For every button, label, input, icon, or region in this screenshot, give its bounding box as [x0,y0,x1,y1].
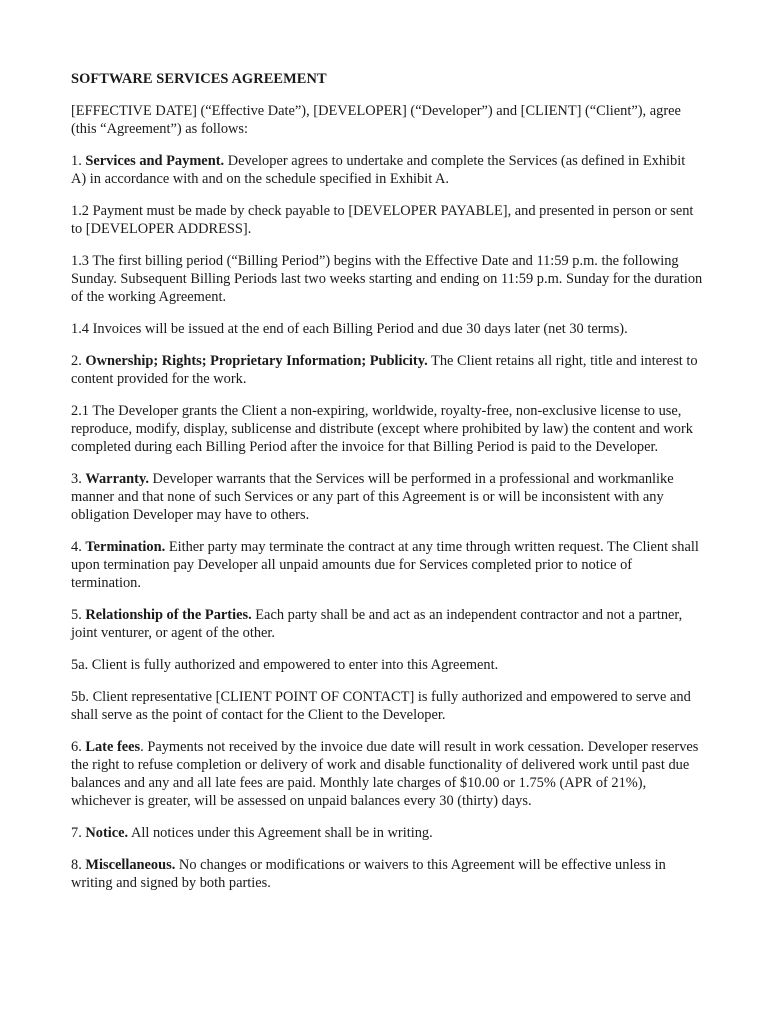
document-page [71,70,703,906]
section-number: 4. [71,539,86,555]
section-number: 7. [71,825,86,841]
section-1-4 [71,320,703,338]
intro-paragraph: [EFFECTIVE DATE] (“Effective Date”), [DEVELOPER] (“Developer”) and [CLIENT] (“Client”), agree (this “Agreement”) as follows: [71,103,681,137]
section-2 [71,352,703,388]
section-number: 3. [71,471,86,487]
section-text: 5b. Client representative [CLIENT POINT OF CONTACT] is fully authorized and empowered to serve and shall serve as the point of contact for the Client to the Developer. [71,689,691,723]
document-title: SOFTWARE SERVICES AGREEMENT [71,71,327,87]
section-6 [71,738,703,810]
section-1-2 [71,202,703,238]
section-heading: Services and Payment. [85,153,225,169]
section-text: The Client retains all right, title and interest to content provided for the work. [71,353,698,387]
section-heading: Ownership; Rights; Proprietary Information; Publicity. [85,353,428,369]
section-number: 1. [71,153,86,169]
section-text: Each party shall be and act as an independent contractor and not a partner, joint venturer, or agent of the other. [71,607,683,641]
section-5a [71,656,703,674]
section-1-3 [71,252,703,306]
section-heading: Relationship of the Parties. [85,607,252,623]
section-number: 2. [71,353,86,369]
section-7 [71,824,703,842]
section-text: 2.1 The Developer grants the Client a non-expiring, worldwide, royalty-free, non-exclusive license to use, reproduce, modify, display, sublicense and distribute (except where prohibited by law) the content and work completed during each Billing Period after the invoice for that Billing Period is paid to the Developer. [71,403,693,455]
section-heading: Late fees [85,739,141,755]
section-2-1 [71,402,703,456]
section-text: 1.4 Invoices will be issued at the end of each Billing Period and due 30 days later (net 30 terms). [71,321,628,337]
section-text: Developer agrees to undertake and complete the Services (as defined in Exhibit A) in accordance with and on the schedule specified in Exhibit A. [71,153,686,187]
section-heading: Warranty. [85,471,149,487]
section-text: All notices under this Agreement shall be in writing. [128,825,433,841]
section-5 [71,606,703,642]
section-text: Either party may terminate the contract at any time through written request. The Client shall upon termination pay Developer all unpaid amounts due for Services completed prior to notice of termination. [71,539,699,591]
section-heading: Miscellaneous. [85,857,176,873]
section-text: 5a. Client is fully authorized and empowered to enter into this Agreement. [71,657,499,673]
section-3 [71,470,703,524]
section-8 [71,856,703,892]
section-number: 8. [71,857,86,873]
section-heading: Termination. [85,539,166,555]
section-text: 1.3 The first billing period (“Billing Period”) begins with the Effective Date and 11:59 p.m. the following Sunday. Subsequent Billing Periods last two weeks starting and ending on 11:59 p.m. Sunday for the duration of the working Agreement. [71,253,703,305]
section-1 [71,152,703,188]
section-5b [71,688,703,724]
section-text: Developer warrants that the Services will be performed in a professional and workmanlike manner and that none of such Services or any part of this Agreement is or will be inconsistent with any obligation Developer may have to others. [71,471,674,523]
section-text: 1.2 Payment must be made by check payable to [DEVELOPER PAYABLE], and presented in person or sent to [DEVELOPER ADDRESS]. [71,203,694,237]
section-number: 6. [71,739,86,755]
section-text: . Payments not received by the invoice due date will result in work cessation. Developer reserves the right to refuse completion or delivery of work and disable functionality of delivered work until past due balances and any and all late fees are paid. Monthly late charges of $10.00 or 1.75% (APR of 21%), whichever is greater, will be assessed on unpaid balances every 30 (thirty) days. [71,739,699,809]
section-4 [71,538,703,592]
section-heading: Notice. [85,825,129,841]
section-text: No changes or modifications or waivers to this Agreement will be effective unless in writing and signed by both parties. [71,857,666,891]
section-number: 5. [71,607,86,623]
